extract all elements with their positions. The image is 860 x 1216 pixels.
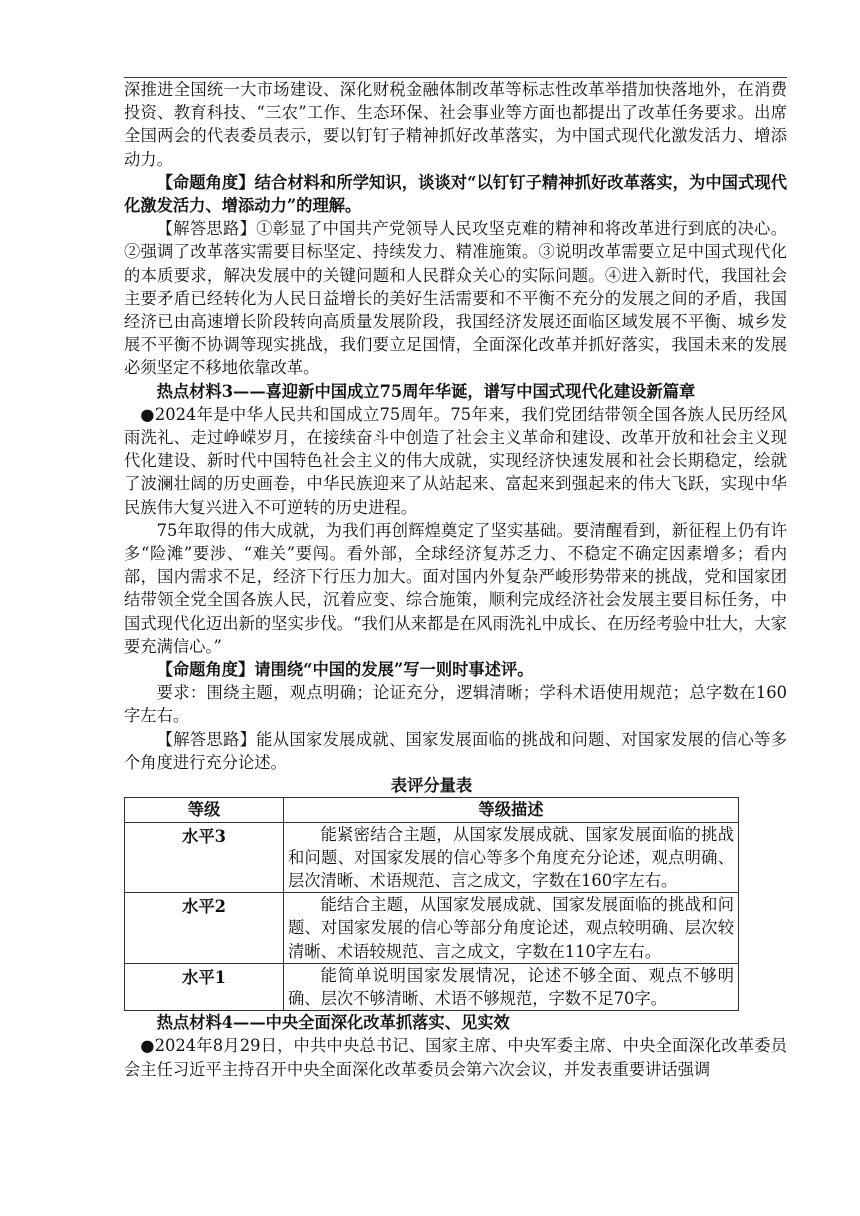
question-angle-3: 【命题角度】请围绕“中国的发展”写一则时事述评。 — [156, 660, 534, 680]
description-cell: 能紧密结合主题，从国家发展成就、国家发展面临的挑战和问题、对国家发展的信心等多个角度充分论述，观点明确、层次清晰、术语规范、言之成文，字数在160字左右。 — [284, 822, 739, 893]
answer-idea-1: 【解答思路】①彰显了中国共产党领导人民攻坚克难的精神和将改革进行到底的决心。②强调了改革落实需要目标坚定、持续发力、精准施策。③说明改革需要立足中国式现代化的本质要求，解决发展中的关键问题和人民群众关心的实际问题。④进入新时代，我国社会主要矛盾已经转化为人民日益增长的美好生活需要和不平衡不充分的发展之间的矛盾，我国经济已由高速增长阶段转向高质量发展阶段，我国经济发展还面临区域发展不平衡、城乡发展不平衡不协调等现实挑战，我们要立足国情，全面深化改革并抓好落实，我国未来的发展必须坚定不移地依靠改革。 — [124, 219, 787, 378]
description-cell: 能结合主题，从国家发展成就、国家发展面临的挑战和问题、对国家发展的信心等部分角度论述，观点较明确、层次较清晰、术语较规范、言之成文，字数在110字左右。 — [284, 893, 739, 964]
table-row — [125, 893, 739, 964]
table-row — [125, 963, 739, 1010]
table-header-description: 等级描述 — [284, 798, 739, 822]
level-cell: 水平3 — [125, 822, 284, 893]
grading-table — [124, 797, 739, 1011]
description-cell: 能简单说明国家发展情况，论述不够全面、观点不够明确、层次不够清晰、术语不够规范，字数不足70字。 — [284, 963, 739, 1010]
table-header-level: 等级 — [125, 798, 284, 822]
answer-idea-3: 【解答思路】能从国家发展成就、国家发展面临的挑战和问题、对国家发展的信心等多个角度进行充分论述。 — [124, 729, 787, 772]
level-cell: 水平2 — [125, 893, 284, 964]
material-3-paragraph-2: 75年取得的伟大成就，为我们再创辉煌奠定了坚实基础。要清醒看到，新征程上仍有许多“险滩”要涉、“难关”要闯。看外部，全球经济复苏乏力、不稳定不确定因素增多；看内部，国内需求不足，经济下行压力加大。面对国内外复杂严峻形势带来的挑战，党和国家团结带领全党全国各族人民，沉着应变、综合施策，顺利完成经济社会发展主要目标任务，中国式现代化迈出新的坚实步伐。“我们从来都是在风雨洗礼中成长、在历经考验中壮大，大家要充满信心。” — [124, 520, 787, 656]
table-row — [125, 822, 739, 893]
level-cell: 水平1 — [125, 963, 284, 1010]
material-4-paragraph-1: ●2024年8月29日，中共中央总书记、国家主席、中央军委主席、中央全面深化改革委员会主任习近平主持召开中央全面深化改革委员会第六次会议，并发表重要讲话强调 — [124, 1036, 787, 1079]
table-header-row — [125, 798, 739, 822]
hot-material-4-heading: 热点材料4——中央全面深化改革抓落实、见实效 — [156, 1013, 510, 1033]
material-3-paragraph-1: ●2024年是中华人民共和国成立75周年。75年来，我们党团结带领全国各族人民历经风雨洗礼、走过峥嵘岁月，在接续奋斗中创造了社会主义革命和建设、改革开放和社会主义现代化建设、新时代中国特色社会主义的伟大成就，实现经济快速发展和社会长期稳定，绘就了波澜壮阔的历史画卷，中华民族迎来了从站起来、富起来到强起来的伟大飞跃，实现中华民族伟大复兴进入不可逆转的历史进程。 — [124, 404, 787, 517]
hot-material-3-heading: 热点材料3——喜迎新中国成立75周年华诞，谱写中国式现代化建设新篇章 — [156, 381, 696, 401]
table-caption: 表评分量表 — [390, 776, 473, 796]
question-angle-1: 【命题角度】结合材料和所学知识，谈谈对“以钉钉子精神抓好改革落实，为中国式现代化激发活力、增添动力”的理解。 — [124, 172, 787, 216]
paragraph-intro: 深推进全国统一大市场建设、深化财税金融体制改革等标志性改革举措加快落地外，在消费投资、教育科技、“三农”工作、生态环保、社会事业等方面也都提出了改革任务要求。出席全国两会的代表委员表示，要以钉钉子精神抓好改革落实，为中国式现代化激发活力、增添动力。 — [124, 80, 787, 169]
requirements-3: 要求：围绕主题，观点明确；论证充分，逻辑清晰；学科术语使用规范；总字数在160字左右。 — [124, 683, 787, 726]
document-body — [124, 78, 787, 1081]
